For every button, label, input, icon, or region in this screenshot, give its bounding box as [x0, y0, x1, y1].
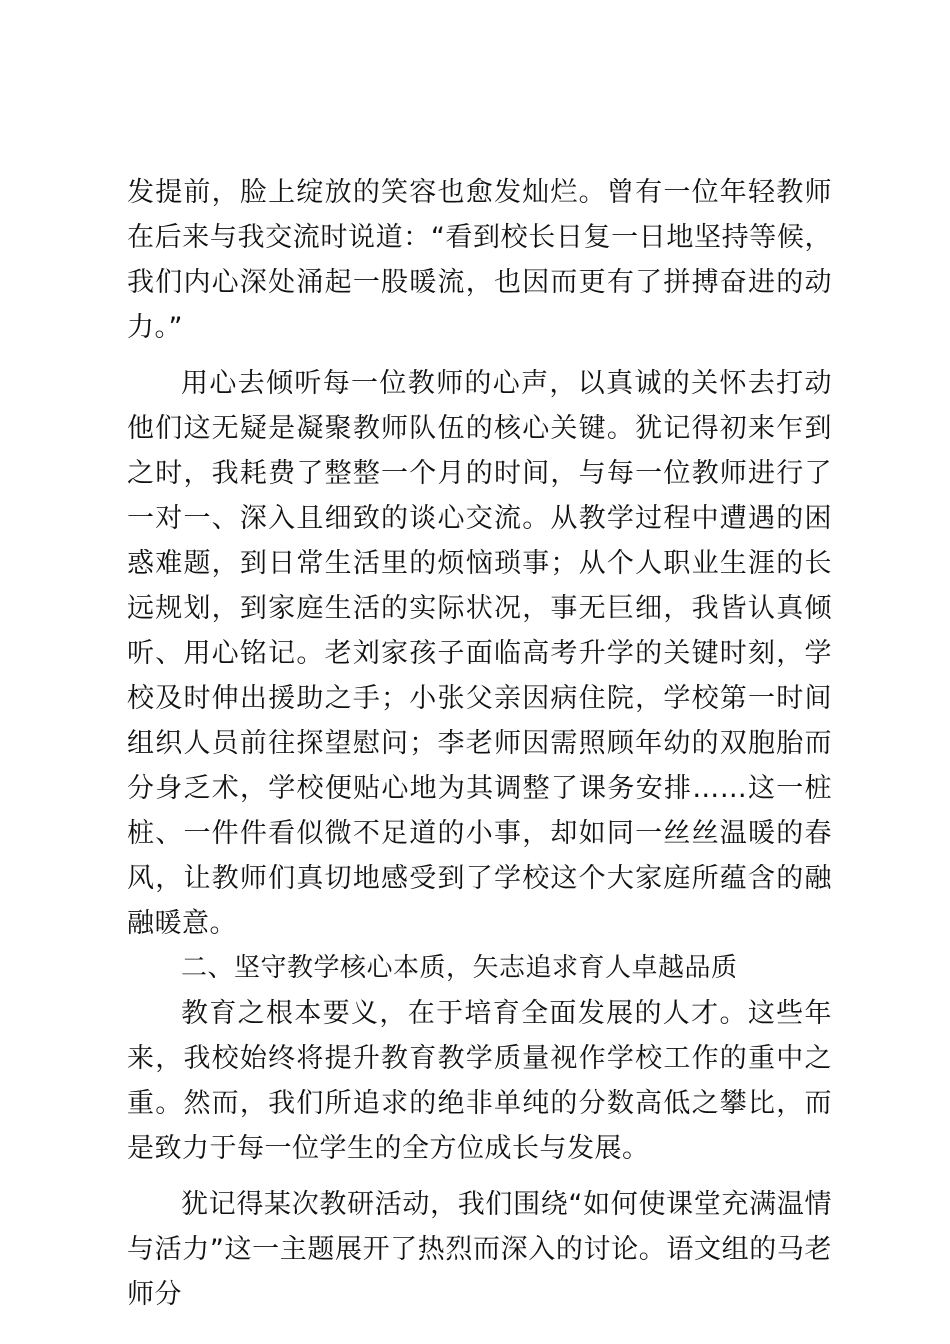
paragraph-continued: 发提前，脸上绽放的笑容也愈发灿烂。曾有一位年轻教师在后来与我交流时说道：“看到校长日复一日地坚持等候，我们内心深处涌起一股暖流，也因而更有了拼搏奋进的动力。” — [127, 177, 832, 343]
paragraph-teaching-research: 犹记得某次教研活动，我们围绕“如何使课堂充满温情与活力”这一主题展开了热烈而深入的讨论。语文组的马老师分 — [127, 1189, 832, 1310]
document-body — [127, 170, 832, 1317]
paragraph-teacher-care: 用心去倾听每一位教师的心声，以真诚的关怀去打动他们这无疑是凝聚教师队伍的核心关键。犹记得初来乍到之时，我耗费了整整一个月的时间，与每一位教师进行了一对一、深入且细致的谈心交流。从教学过程中遭遇的困惑难题，到日常生活里的烦恼琐事；从个人职业生涯的长远规划，到家庭生活的实际状况，事无巨细，我皆认真倾听、用心铭记。老刘家孩子面临高考升学的关键时刻，学校及时伸出援助之手；小张父亲因病住院，学校第一时间组织人员前往探望慰问；李老师因需照顾年幼的双胞胎而分身乏术，学校便贴心地为其调整了课务安排……这一桩桩、一件件看似微不足道的小事，却如同一丝丝温暖的春风，让教师们真切地感受到了学校这个大家庭所蕴含的融融暖意。 — [127, 368, 832, 939]
paragraph-education-quality: 教育之根本要义，在于培育全面发展的人才。这些年来，我校始终将提升教育教学质量视作学校工作的重中之重。然而，我们所追求的绝非单纯的分数高低之攀比，而是致力于每一位学生的全方位成长与发展。 — [127, 998, 832, 1164]
section-heading: 二、坚守教学核心本质，矢志追求育人卓越品质 — [181, 953, 738, 983]
